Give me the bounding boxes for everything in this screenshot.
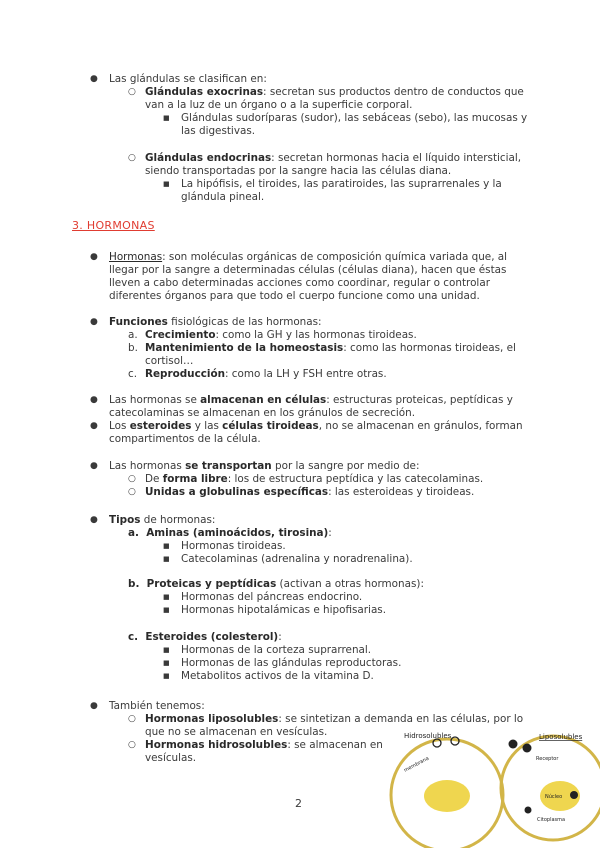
hormone-icon: [509, 740, 518, 749]
liposolubles-line-1: Hormonas liposolubles: se sintetizan a demanda en las células, por lo: [145, 713, 524, 725]
types-intro: Tipos de hormonas:: [109, 514, 216, 526]
definition-line-4: diferentes órganos para que todo el cuerpo funcione como una unidad.: [109, 290, 480, 302]
square-bullet-icon: ■: [163, 646, 170, 654]
exocrine-examples: Glándulas sudoríparas (sudor), las sebáceas (sebo), las mucosas y: [181, 112, 528, 124]
list-item: Hormonas de la corteza suprarrenal.: [181, 644, 372, 656]
bullet-icon: ●: [90, 701, 98, 711]
list-marker: b.: [128, 342, 138, 354]
circle-bullet-icon: ○: [128, 740, 136, 750]
hormone-icon: [570, 791, 578, 799]
circle-bullet-icon: ○: [128, 474, 136, 484]
list-item: Hormonas del páncreas endocrino.: [181, 591, 363, 603]
types-a: a. Aminas (aminoácidos, tirosina):: [128, 527, 332, 539]
hidrosolubles-line-2: vesículas.: [145, 752, 197, 764]
glands-intro: Las glándulas se clasifican en:: [109, 73, 267, 85]
endocrine-examples-2: glándula pineal.: [181, 191, 265, 203]
hidrosolubles-line-1: Hormonas hidrosolubles: se almacenan en: [145, 739, 383, 751]
list-marker: c.: [128, 368, 138, 380]
label-hidrosolubles: Hidrosolubles: [404, 732, 452, 740]
list-item: Metabolitos activos de la vitamina D.: [181, 670, 374, 682]
exocrine-examples-2: las digestivas.: [181, 125, 256, 137]
types-b: b. Proteicas y peptídicas (activan a otras hormonas):: [128, 578, 424, 590]
storage-line-1: Las hormonas se almacenan en células: estructuras proteicas, peptídicas y: [109, 394, 513, 406]
label-citoplasma: Citoplasma: [537, 817, 566, 823]
square-bullet-icon: ■: [163, 542, 170, 550]
bullet-icon: ●: [90, 74, 98, 84]
transport-globulins: Unidas a globulinas específicas: las esteroideas y tiroideas.: [145, 486, 475, 498]
endocrine-line-1: Glándulas endocrinas: secretan hormonas hacia el líquido intersticial,: [145, 152, 522, 164]
label-membrana: membrana: [403, 755, 431, 774]
circle-bullet-icon: ○: [128, 87, 136, 97]
bullet-icon: ●: [90, 395, 98, 405]
circle-bullet-icon: ○: [128, 714, 136, 724]
label-liposolubles: Liposolubles: [539, 733, 583, 741]
liposolubles-line-2: que no se almacenan en vesículas.: [145, 726, 328, 738]
function-homeostasis-2: cortisol…: [145, 355, 194, 367]
list-item: Hormonas hipotalámicas e hipofisarias.: [181, 604, 387, 616]
bullet-icon: ●: [90, 252, 98, 262]
endocrine-examples: La hipófisis, el tiroides, las paratiroides, las suprarrenales y la: [181, 178, 502, 190]
storage-line-2: catecolaminas se almacenan en los gránulos de secreción.: [109, 407, 416, 419]
label-receptor: Receptor: [536, 756, 559, 762]
bullet-icon: ●: [90, 317, 98, 327]
square-bullet-icon: ■: [163, 593, 170, 601]
nucleus-left: [424, 780, 470, 812]
square-bullet-icon: ■: [163, 180, 170, 188]
bullet-icon: ●: [90, 461, 98, 471]
section-title: 3. HORMONAS: [72, 219, 155, 232]
storage-line-3: Los esteroides y las células tiroideas, no se almacenan en gránulos, forman: [109, 420, 523, 432]
definition-line-2: llegar por la sangre a determinadas células (células diana), hacen que éstas: [109, 264, 507, 276]
square-bullet-icon: ■: [163, 659, 170, 667]
list-item: Hormonas de las glándulas reproductoras.: [181, 657, 402, 669]
definition-line-1: Hormonas: son moléculas orgánicas de composición química variada que, al: [109, 251, 508, 263]
circle-bullet-icon: ○: [128, 153, 136, 163]
definition-line-3: lleven a cabo determinadas acciones como coordinar, regular o controlar: [109, 277, 490, 289]
bullet-icon: ●: [90, 515, 98, 525]
square-bullet-icon: ■: [163, 672, 170, 680]
list-item: Catecolaminas (adrenalina y noradrenalina).: [181, 553, 413, 565]
transport-free: De forma libre: los de estructura peptídica y las catecolaminas.: [145, 473, 484, 485]
list-marker: a.: [128, 329, 138, 341]
function-homeostasis: Mantenimiento de la homeostasis: como las hormonas tiroideas, el: [145, 342, 516, 354]
label-nucleo: Núcleo: [545, 794, 563, 800]
functions-intro: Funciones fisiológicas de las hormonas:: [109, 316, 322, 328]
page-number: 2: [295, 797, 302, 810]
function-reproduction: Reproducción: como la LH y FSH entre otras.: [145, 368, 387, 380]
square-bullet-icon: ■: [163, 114, 170, 122]
types-c: c. Esteroides (colesterol):: [128, 631, 282, 643]
bullet-icon: ●: [90, 421, 98, 431]
square-bullet-icon: ■: [163, 606, 170, 614]
function-growth: Crecimiento: como la GH y las hormonas tiroideas.: [145, 329, 417, 341]
endocrine-line-2: siendo transportadas por la sangre hacia las células diana.: [145, 165, 452, 177]
transport-intro: Las hormonas se transportan por la sangre por medio de:: [109, 460, 420, 472]
square-bullet-icon: ■: [163, 555, 170, 563]
storage-line-4: compartimentos de la célula.: [109, 433, 261, 445]
hormone-icon: [523, 744, 532, 753]
circle-bullet-icon: ○: [128, 487, 136, 497]
exocrine-line-1: Glándulas exocrinas: secretan sus productos dentro de conductos que: [145, 86, 524, 98]
list-item: Hormonas tiroideas.: [181, 540, 286, 552]
exocrine-line-2: van a la luz de un órgano o a la superficie corporal.: [145, 99, 413, 111]
also-intro: También tenemos:: [109, 700, 205, 712]
hormone-icon: [525, 807, 532, 814]
